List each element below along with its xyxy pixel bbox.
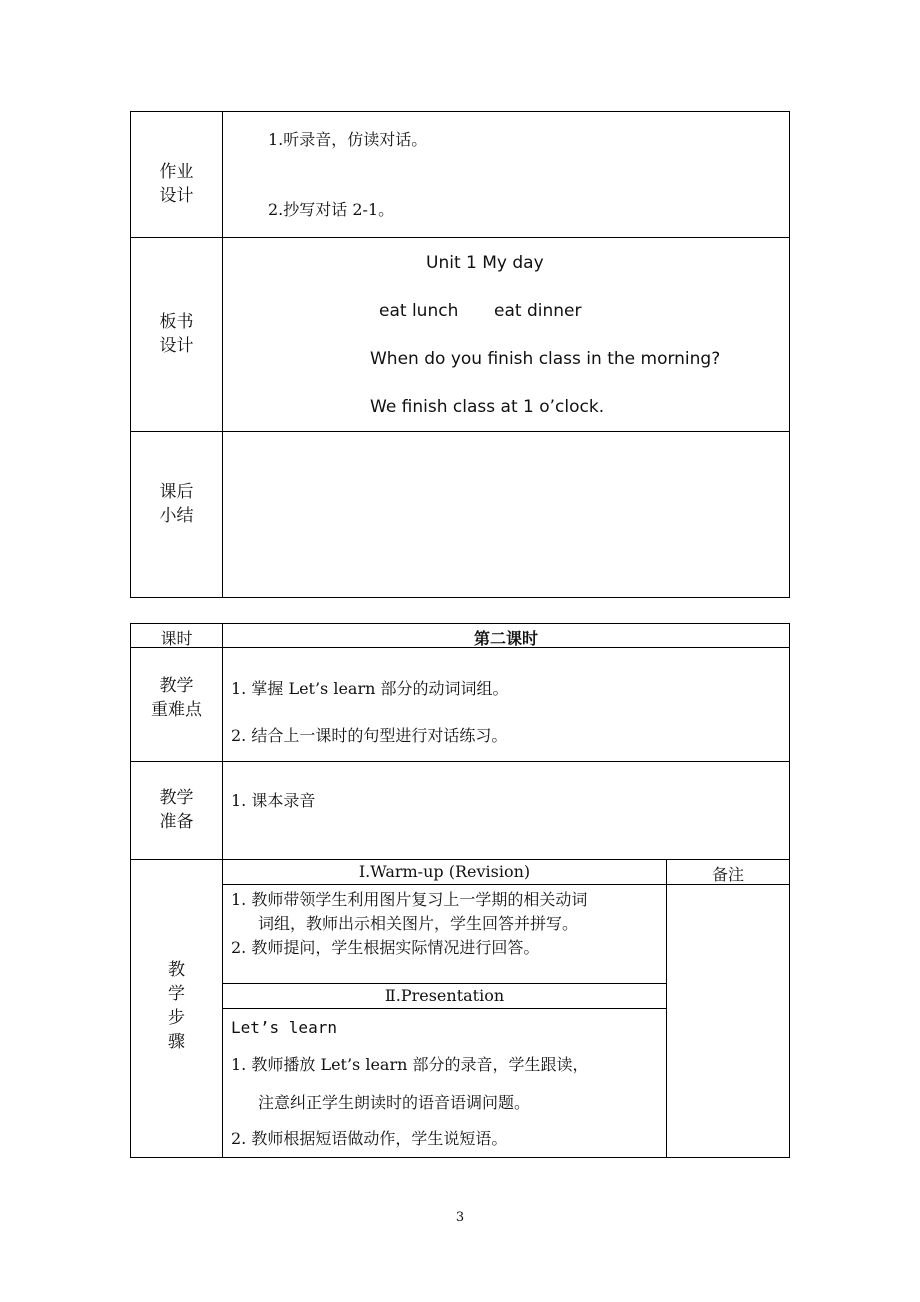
warmup-header: Ⅰ.Warm-up (Revision) bbox=[358, 862, 531, 881]
notes-header: 备注 bbox=[711, 865, 744, 884]
homework-item-2: 2.抄写对话 2-1。 bbox=[268, 200, 395, 219]
preparation-label: 教学 准备 bbox=[159, 788, 194, 832]
key-points-label: 教学 重难点 bbox=[151, 676, 202, 720]
homework-label: 作业 设计 bbox=[159, 162, 194, 206]
presentation-item-1-line-1: 1. 教师播放 Let’s learn 部分的录音，学生跟读， bbox=[231, 1055, 589, 1074]
warmup-item-1-line-1: 1. 教师带领学生利用图片复习上一学期的相关动词 bbox=[231, 890, 588, 909]
board-phrase-eat-dinner: eat dinner bbox=[494, 301, 582, 321]
reflection-content bbox=[223, 432, 789, 597]
board-unit-title: Unit 1 My day bbox=[426, 253, 544, 273]
page-number: 3 bbox=[455, 1210, 465, 1225]
presentation-item-2: 2. 教师根据短语做动作，学生说短语。 bbox=[231, 1129, 508, 1148]
reflection-label: 课后 小结 bbox=[159, 482, 194, 526]
period-value: 第二课时 bbox=[473, 629, 538, 648]
board-question: When do you finish class in the morning? bbox=[370, 349, 721, 369]
board-answer: We finish class at 1 o’clock. bbox=[370, 397, 605, 417]
warmup-item-2: 2. 教师提问，学生根据实际情况进行回答。 bbox=[231, 938, 540, 957]
board-phrase-eat-lunch: eat lunch bbox=[379, 301, 459, 321]
warmup-item-1-line-2: 词组，教师出示相关图片，学生回答并拼写。 bbox=[258, 914, 579, 933]
period-label: 课时 bbox=[160, 629, 193, 648]
preparation-item-1: 1. 课本录音 bbox=[231, 791, 316, 810]
key-point-2: 2. 结合上一课时的句型进行对话练习。 bbox=[231, 726, 508, 745]
homework-item-1: 1.听录音，仿读对话。 bbox=[268, 130, 428, 149]
presentation-item-1-line-2: 注意纠正学生朗读时的语音语调问题。 bbox=[258, 1093, 531, 1112]
presentation-subtitle: Let’s learn bbox=[231, 1018, 337, 1037]
steps-label: 教 学 步 骤 bbox=[168, 960, 185, 1052]
presentation-header: Ⅱ.Presentation bbox=[384, 986, 505, 1005]
key-point-1: 1. 掌握 Let’s learn 部分的动词词组。 bbox=[231, 679, 509, 698]
board-design-label: 板书 设计 bbox=[159, 312, 194, 356]
